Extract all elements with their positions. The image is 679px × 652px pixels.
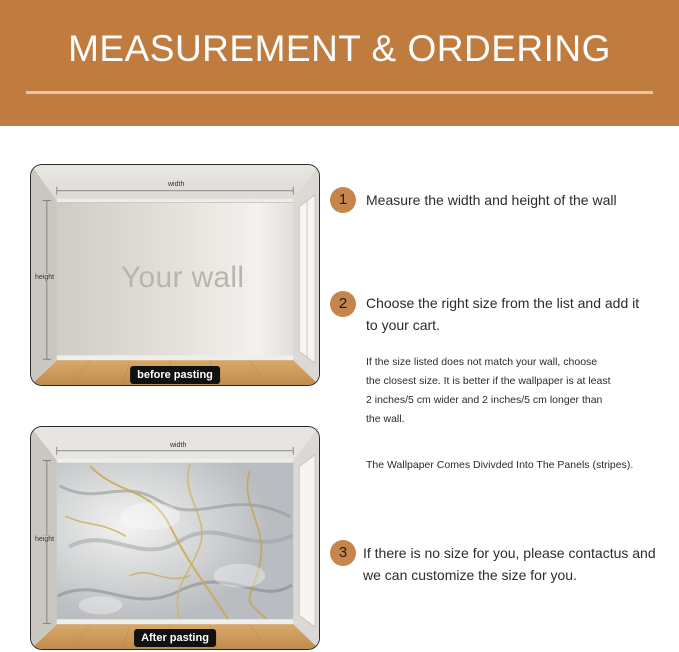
width-label: width bbox=[170, 442, 187, 449]
step-3-number: 3 bbox=[330, 540, 356, 566]
panels-note: The Wallpaper Comes Divivded Into The Panels (stripes). bbox=[366, 459, 634, 471]
page-title: MEASUREMENT & ORDERING bbox=[68, 28, 611, 69]
width-label: width bbox=[168, 181, 185, 188]
step-1-number: 1 bbox=[330, 187, 356, 213]
room-after-image bbox=[30, 426, 320, 650]
step-2-text-line2: to your cart. bbox=[366, 317, 440, 333]
before-pasting-badge: before pasting bbox=[130, 366, 220, 384]
height-label: height bbox=[35, 536, 55, 543]
step-3-text-line2: we can customize the size for you. bbox=[363, 567, 577, 583]
room-after-illustration bbox=[31, 427, 319, 649]
header-banner bbox=[0, 0, 679, 126]
step-2-number: 2 bbox=[330, 291, 356, 317]
size-note-line4: the wall. bbox=[366, 413, 405, 425]
size-note-line1: If the size listed does not match your wall, choose bbox=[366, 356, 598, 368]
after-pasting-badge: After pasting bbox=[134, 629, 216, 647]
room-before-image bbox=[30, 164, 320, 386]
size-note-line2: the closest size. It is better if the wallpaper is at least bbox=[366, 375, 611, 387]
height-label: height bbox=[35, 274, 55, 281]
step-1-text: Measure the width and height of the wall bbox=[366, 192, 617, 208]
header-divider bbox=[26, 91, 653, 94]
step-2-text-line1: Choose the right size from the list and add it bbox=[366, 295, 640, 311]
size-note-line3: 2 inches/5 cm wider and 2 inches/5 cm longer than bbox=[366, 394, 603, 406]
step-3-text-line1: If there is no size for you, please contactus and bbox=[363, 545, 656, 561]
your-wall-text: Your wall bbox=[121, 261, 245, 294]
